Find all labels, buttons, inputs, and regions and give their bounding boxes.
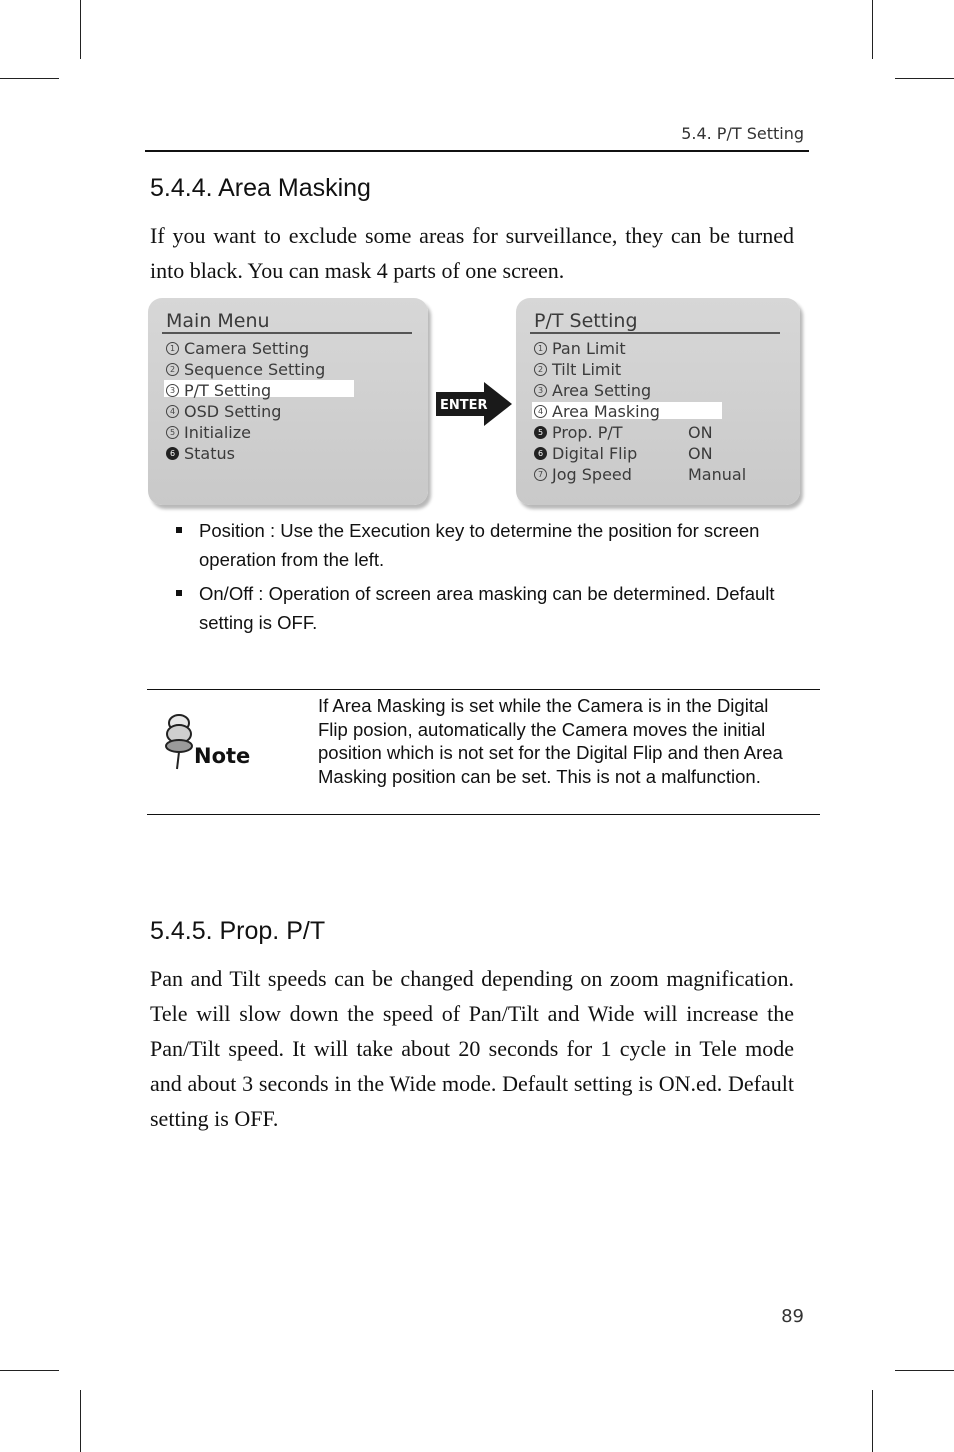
crop-mark [0, 78, 59, 79]
pt-setting-title: P/T Setting [534, 310, 638, 332]
main-menu-panel [148, 298, 428, 505]
menu-title-underline [162, 332, 412, 334]
item-number-icon: 3 [534, 384, 547, 397]
crop-mark [80, 0, 81, 59]
pt-menu-item [534, 402, 660, 423]
pt-setting-panel [516, 298, 800, 505]
item-label: Initialize [184, 423, 251, 442]
square-bullet-icon [176, 590, 182, 596]
bullet-item [176, 516, 796, 574]
crop-mark [895, 78, 954, 79]
crop-mark [895, 1370, 954, 1371]
item-value: Manual [688, 465, 747, 484]
main-menu-item [166, 339, 325, 360]
square-bullet-icon [176, 527, 182, 533]
area-masking-intro: If you want to exclude some areas for surveillance, they can be turned into black. You can mask 4 parts of one screen. [150, 223, 794, 283]
pt-menu-item [534, 423, 713, 444]
item-label: Area Masking [552, 402, 660, 421]
item-label: Jog Speed [552, 465, 632, 484]
enter-arrow-icon [436, 382, 512, 426]
note-label: Note [194, 744, 251, 768]
bullet-text: Position : Use the Execution key to determine the position for screen operation from the left. [199, 520, 760, 570]
item-label: P/T Setting [184, 381, 272, 400]
item-label: Sequence Setting [184, 360, 326, 379]
item-label: Status [184, 444, 235, 463]
main-menu-title: Main Menu [166, 310, 270, 332]
item-number-icon: 6 [166, 447, 179, 460]
bullet-text: On/Off : Operation of screen area masking can be determined. Default setting is OFF. [199, 583, 775, 633]
item-number-icon: 1 [166, 342, 179, 355]
menu-title-underline [530, 332, 780, 334]
pt-setting-list [534, 339, 747, 486]
pt-menu-item [534, 339, 660, 360]
item-number-icon: 2 [534, 363, 547, 376]
item-label: Digital Flip [552, 444, 638, 463]
main-menu-item [166, 402, 325, 423]
main-menu-item [166, 444, 325, 465]
item-number-icon: 4 [166, 405, 179, 418]
note-top-rule [147, 689, 820, 690]
main-menu-item [166, 360, 325, 381]
item-label: Prop. P/T [552, 423, 623, 442]
main-menu-item [166, 381, 325, 402]
item-number-icon: 4 [534, 405, 547, 418]
section-title-area-masking: 5.4.4. Area Masking [150, 174, 371, 202]
note-text: If Area Masking is set while the Camera is in the Digital Flip posion, automatically the Camera moves the initial position which is not set for the Digital Flip and then Area Masking position can be set. This is not a malfunction. [318, 695, 783, 787]
item-label: Area Setting [552, 381, 652, 400]
item-label: Pan Limit [552, 339, 626, 358]
item-number-icon: 2 [166, 363, 179, 376]
pt-menu-item [534, 381, 660, 402]
item-number-icon: 1 [534, 342, 547, 355]
item-number-icon: 5 [166, 426, 179, 439]
section-title-prop-pt: 5.4.5. Prop. P/T [150, 917, 326, 945]
item-label: OSD Setting [184, 402, 282, 421]
item-label: Tilt Limit [552, 360, 622, 379]
item-number-icon: 3 [166, 384, 179, 397]
crop-mark [0, 1370, 59, 1371]
main-menu-list [166, 339, 325, 465]
item-label: Camera Setting [184, 339, 310, 358]
prop-pt-body: Pan and Tilt speeds can be changed depending on zoom magnification. Tele will slow down the speed of Pan/Tilt and Wide will increase the Pan/Tilt speed. It will take about 20 seconds for 1 cycle in Tele mode and about 3 seconds in the Wide mode. Default setting is ON.ed. Default setting is OFF. [150, 966, 794, 1131]
item-number-icon: 7 [534, 468, 547, 481]
item-number-icon: 6 [534, 447, 547, 460]
pt-menu-item [534, 444, 713, 465]
item-value: ON [688, 423, 713, 442]
pt-menu-item [534, 465, 747, 486]
item-value: ON [688, 444, 713, 463]
enter-label: ENTER [440, 398, 488, 413]
crop-mark [80, 1390, 81, 1452]
main-menu-item [166, 423, 325, 444]
note-bottom-rule [147, 814, 820, 815]
bullet-item [176, 579, 796, 637]
crop-mark [872, 0, 873, 59]
running-header: 5.4. P/T Setting [681, 124, 804, 143]
header-rule [145, 150, 809, 152]
item-number-icon: 5 [534, 426, 547, 439]
crop-mark [872, 1390, 873, 1452]
osd-menu-figure [148, 298, 804, 510]
page-number: 89 [781, 1306, 804, 1327]
bullet-list [176, 516, 796, 642]
pt-menu-item [534, 360, 660, 381]
